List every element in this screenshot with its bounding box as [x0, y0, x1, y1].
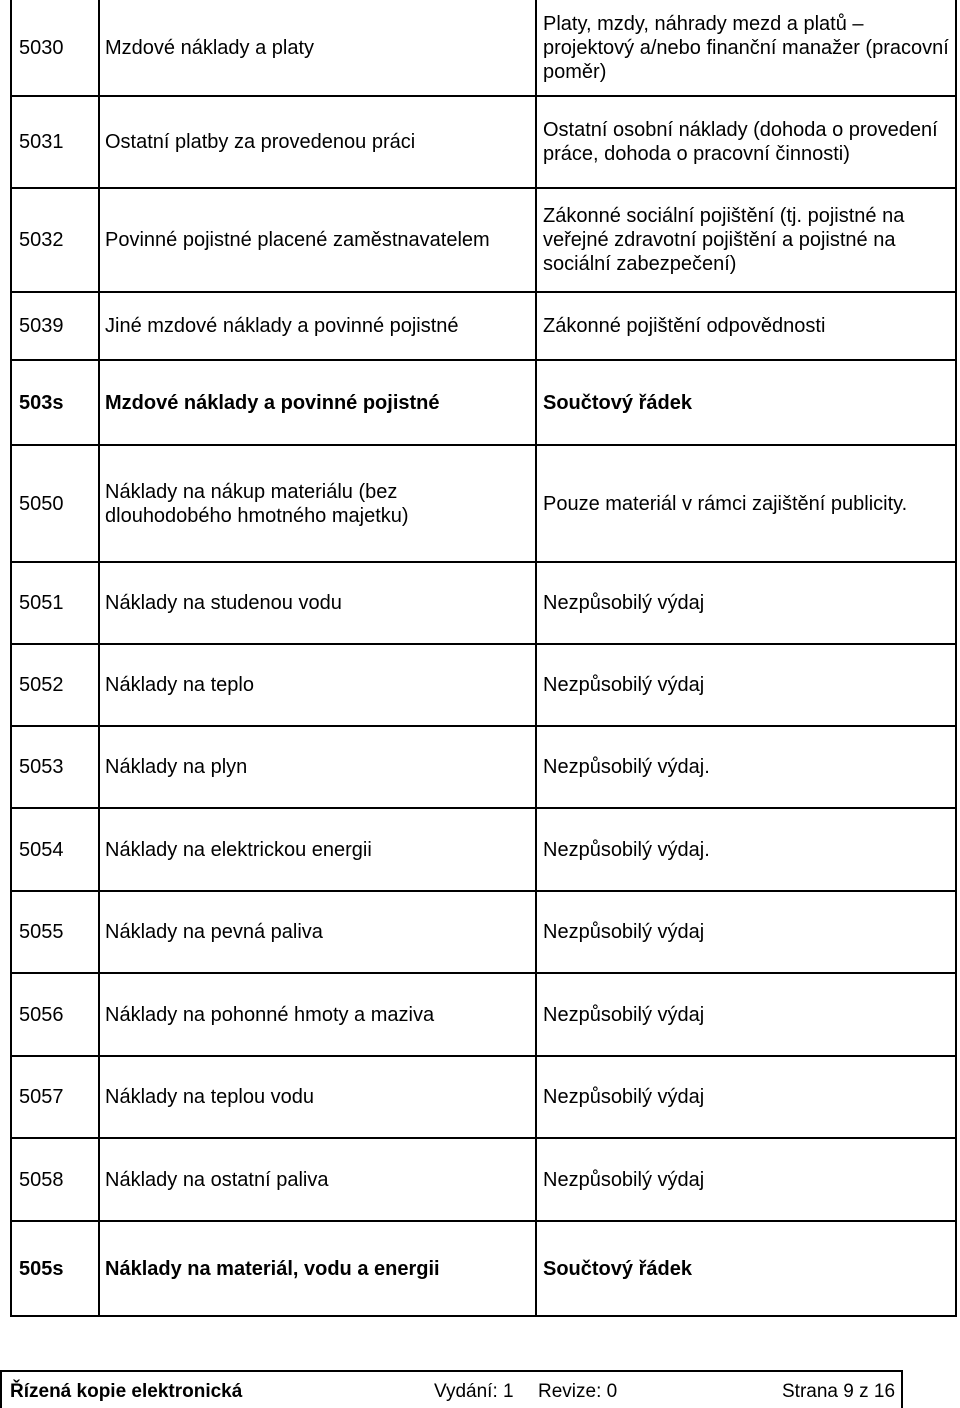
row-code: 5039: [19, 315, 64, 337]
row-code: 503s: [19, 391, 64, 414]
table-row: [10, 446, 957, 563]
table-row: [10, 361, 957, 446]
row-name: Náklady na plyn: [105, 756, 248, 778]
row-code: 5052: [19, 674, 64, 696]
revision-label: Revize: 0: [538, 1381, 618, 1402]
row-code: 5057: [19, 1086, 64, 1108]
page-number: Strana 9 z 16: [782, 1381, 896, 1402]
table-row: [10, 0, 957, 97]
row-code: 5032: [19, 229, 64, 251]
row-note: Ostatní osobní náklady (dohoda o provedení práce, dohoda o pracovní činnosti): [543, 119, 938, 165]
document-footer: [0, 1370, 903, 1408]
table-row: [10, 563, 957, 645]
row-name: Náklady na ostatní paliva: [105, 1168, 329, 1191]
table-row: [10, 727, 957, 809]
row-code: 5050: [19, 492, 64, 515]
row-note: Zákonné pojištění odpovědnosti: [543, 315, 826, 337]
row-note: Nezpůsobilý výdaj: [543, 1086, 705, 1108]
row-note: Nezpůsobilý výdaj: [543, 1003, 705, 1026]
table-row: [10, 1139, 957, 1222]
row-note: Pouze materiál v rámci zajištění publicity.: [543, 492, 908, 515]
row-note: Nezpůsobilý výdaj.: [543, 756, 710, 778]
row-code: 5051: [19, 592, 64, 614]
row-name: Náklady na materiál, vodu a energii: [105, 1257, 440, 1280]
table-row: [10, 645, 957, 727]
row-note: Nezpůsobilý výdaj: [543, 674, 705, 696]
row-note: Nezpůsobilý výdaj: [543, 921, 705, 943]
cost-items-table: [10, 0, 957, 1317]
row-code: 5058: [19, 1168, 64, 1191]
row-name: Náklady na teplo: [105, 674, 254, 696]
row-code: 5055: [19, 921, 64, 943]
row-code: 5053: [19, 756, 64, 778]
row-note: Zákonné sociální pojištění (tj. pojistné na veřejné zdravotní pojištění a pojistné na sociální zabezpečení): [543, 205, 905, 275]
issue-label: Vydání: 1: [434, 1381, 514, 1402]
controlled-copy-label: Řízená kopie elektronická: [10, 1381, 243, 1402]
row-note: Nezpůsobilý výdaj.: [543, 838, 710, 861]
row-code: 505s: [19, 1257, 64, 1280]
row-name: Mzdové náklady a platy: [105, 36, 315, 59]
row-name: Náklady na pohonné hmoty a maziva: [105, 1003, 435, 1026]
row-name: Náklady na nákup materiálu (bez dlouhodobého hmotného majetku): [105, 480, 409, 527]
table-row: [10, 293, 957, 361]
row-note: Platy, mzdy, náhrady mezd a platů – projektový a/nebo finanční manažer (pracovní poměr): [543, 12, 949, 83]
table-row: [10, 97, 957, 189]
row-note: Nezpůsobilý výdaj: [543, 1168, 705, 1191]
row-name: Ostatní platby za provedenou práci: [105, 131, 416, 153]
row-note: Nezpůsobilý výdaj: [543, 592, 705, 614]
table-row: [10, 892, 957, 974]
table-row: [10, 1222, 957, 1317]
table-row: [10, 189, 957, 293]
row-code: 5031: [19, 131, 64, 153]
row-name: Mzdové náklady a povinné pojistné: [105, 391, 440, 414]
row-name: Náklady na pevná paliva: [105, 921, 323, 943]
row-name: Povinné pojistné placené zaměstnavatelem: [105, 229, 490, 251]
row-note: Součtový řádek: [543, 1257, 692, 1280]
table-row: [10, 1057, 957, 1139]
row-code: 5054: [19, 838, 64, 861]
row-name: Náklady na studenou vodu: [105, 592, 342, 614]
row-code: 5030: [19, 36, 64, 59]
table-row: [10, 809, 957, 892]
row-name: Náklady na elektrickou energii: [105, 838, 372, 861]
row-code: 5056: [19, 1003, 64, 1026]
row-name: Náklady na teplou vodu: [105, 1086, 315, 1108]
row-name: Jiné mzdové náklady a povinné pojistné: [105, 315, 459, 337]
table-row: [10, 974, 957, 1057]
row-note: Součtový řádek: [543, 391, 692, 414]
